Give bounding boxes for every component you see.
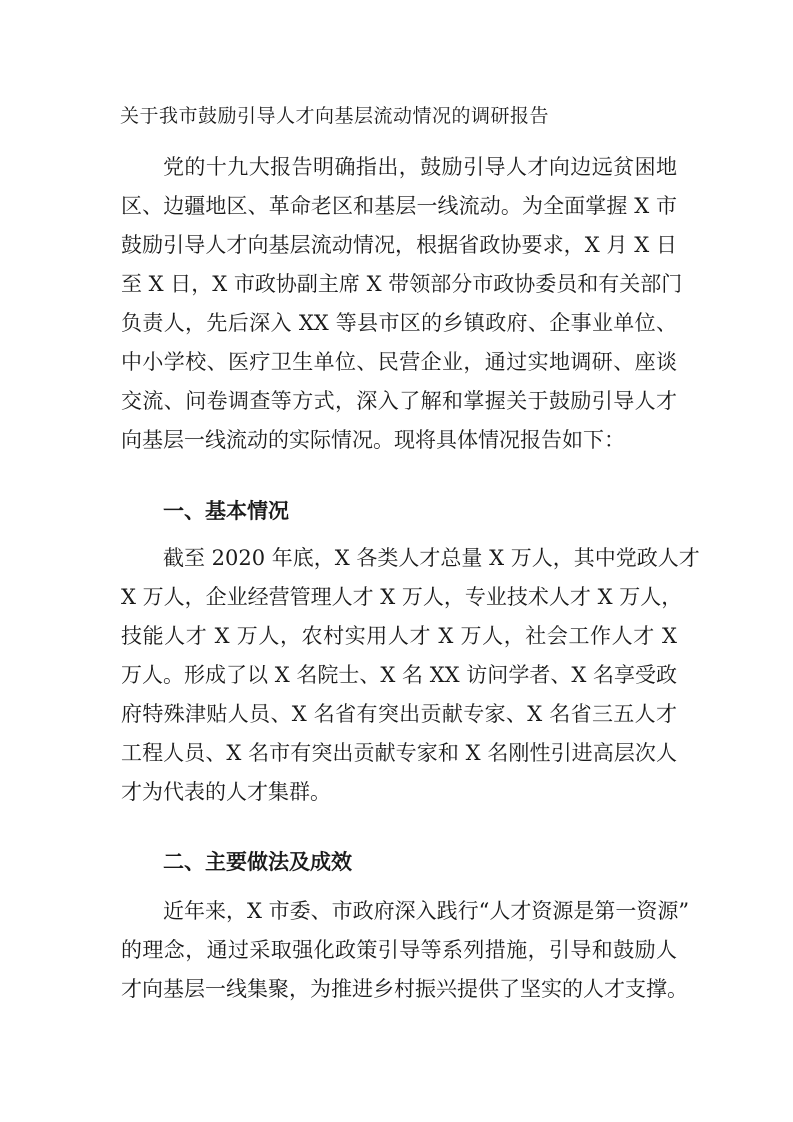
section-heading-basic-situation: 一、基本情况	[163, 498, 289, 523]
paragraph-line: 区、边疆地区、革命老区和基层一线流动。为全面掌握 X 市	[121, 194, 677, 218]
paragraph-line: X 万人，企业经营管理人才 X 万人，专业技术人才 X 万人，	[121, 585, 683, 609]
paragraph-line: 至 X 日，X 市政协副主席 X 带领部分市政协委员和有关部门	[121, 272, 683, 296]
paragraph-line: 负责人，先后深入 XX 等县市区的乡镇政府、企事业单位、	[121, 311, 677, 335]
paragraph-line: 才为代表的人才集群。	[121, 780, 331, 804]
paragraph-line: 万人。形成了以 X 名院士、X 名 XX 访问学者、X 名享受政	[121, 663, 677, 687]
basic-situation-paragraph	[121, 539, 700, 812]
main-practices-paragraph	[121, 892, 690, 1009]
section-heading-main-practices: 二、主要做法及成效	[163, 849, 352, 874]
paragraph-line: 中小学校、医疗卫生单位、民营企业，通过实地调研、座谈	[121, 350, 677, 374]
paragraph-line: 截至 2020 年底，X 各类人才总量 X 万人，其中党政人才	[163, 546, 700, 570]
intro-paragraph	[121, 148, 683, 460]
document-title: 关于我市鼓励引导人才向基层流动情况的调研报告	[120, 105, 550, 127]
paragraph-line: 府特殊津贴人员、X 名省有突出贡献专家、X 名省三五人才	[121, 702, 677, 726]
paragraph-line: 技能人才 X 万人，农村实用人才 X 万人，社会工作人才 X	[121, 624, 677, 648]
paragraph-line: 的理念，通过采取强化政策引导等系列措施，引导和鼓励人	[121, 938, 677, 962]
paragraph-line: 工程人员、X 名市有突出贡献专家和 X 名刚性引进高层次人	[121, 741, 677, 765]
paragraph-line: 近年来，X 市委、市政府深入践行“人才资源是第一资源”	[163, 899, 690, 923]
paragraph-line: 向基层一线流动的实际情况。现将具体情况报告如下：	[121, 428, 625, 452]
paragraph-line: 交流、问卷调查等方式，深入了解和掌握关于鼓励引导人才	[121, 389, 677, 413]
paragraph-line: 党的十九大报告明确指出，鼓励引导人才向边远贫困地	[163, 155, 677, 179]
paragraph-line: 才向基层一线集聚，为推进乡村振兴提供了坚实的人才支撑。	[121, 977, 688, 1001]
paragraph-line: 鼓励引导人才向基层流动情况，根据省政协要求，X 月 X 日	[121, 233, 677, 257]
